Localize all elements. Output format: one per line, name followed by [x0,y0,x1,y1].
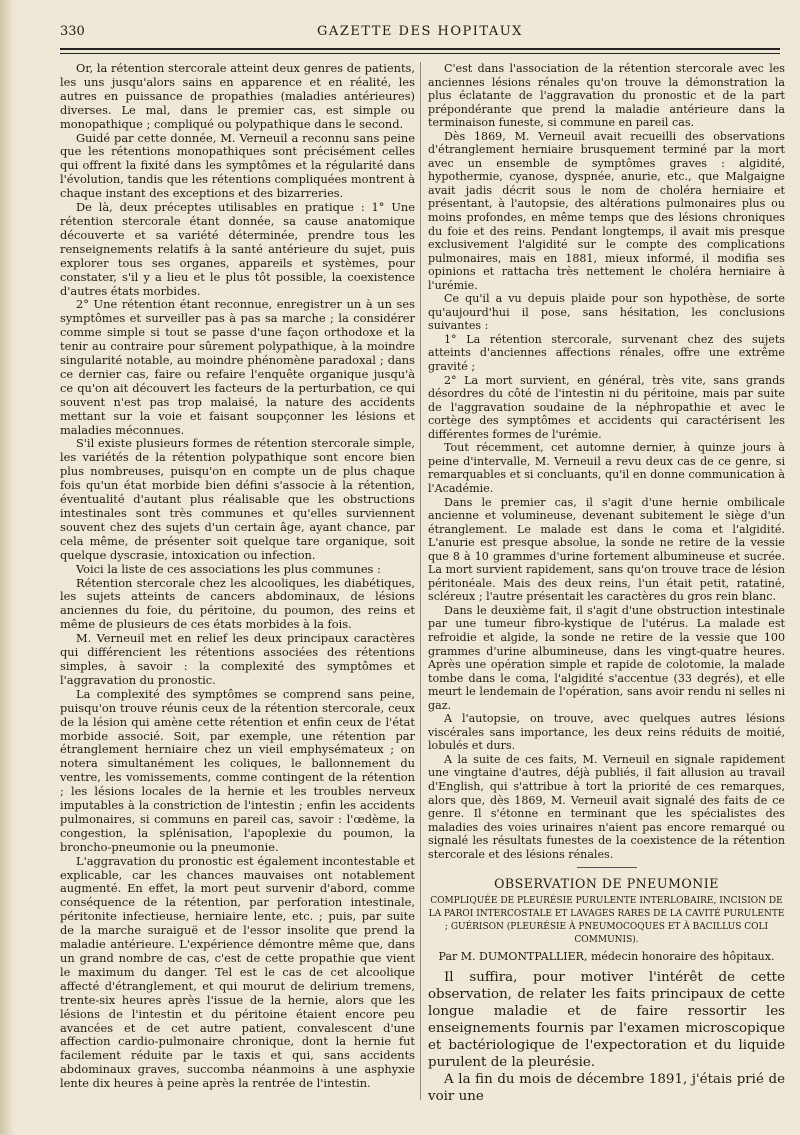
paragraph: Tout récemment, cet automne dernier, à quinze jours à peine d'intervalle, M. Verneuil a revu deux cas de ce genre, si remarquables et si concluants, qu'il en donne communication à l'Académie. [428,441,785,495]
paragraph: L'aggravation du pronostic est également incontestable et explicable, car les chances mauvaises ont notablement augmenté. En effet, la mort peut survenir d'abord, comme conséquence de la rétention, par perforation intestinale, péritonite infectieuse, herniaire lente, etc. ; puis, par suite de la marche suraiguë et de l'essor insolite que prend la maladie antérieure. L'expérience démontre même que, dans un grand nombre de cas, c'est de cette propathie que vient le maximum du danger. Tel est le cas de cet alcoolique affecté d'étranglement, et qui mourut de delirium tremens, trente-six heures après l'issue de la hernie, alors que les lésions de l'intestin et du péritoine étaient encore peu avancées et de cet autre patient, convalescent d'une affection cardio-pulmonaire chronique, dont la hernie fut facilement réduite par le taxis et qui, sans accidents abdominaux graves, succomba néanmoins à une asphyxie lente dix heures à peine après la rentrée de l'intestin. [60,853,415,1091]
paragraph: La complexité des symptômes se comprend sans peine, puisqu'on trouve réunis ceux de la rétention stercorale, ceux de la lésion qui amène cette rétention et enfin ceux de l'état morbide associé. Soit, par exemple, une rétention par étranglement herniaire chez un vieil emphysémateux ; on notera simultanément les coliques, le ballonnement du ventre, les vomissements, comme contingent de la rétention ; les lésions locales de la hernie et les troubles nerveux imputables à la constriction de l'intestin ; enfin les accidents pulmonaires, si communs en pareil cas, savoir : l'œdème, la congestion, la splénisation, l'apoplexie du poumon, la broncho-pneumonie ou la pneumonie. [60,686,415,854]
right-column [428,62,785,1105]
page-binding-shadow [0,0,14,1135]
paragraph: Rétention stercorale chez les alcooliques, les diabétiques, les sujets atteints de cancers abdominaux, de lésions anciennes du foie, du péritoine, du poumon, des reins et même de plusieurs de ces états morbides à la fois. [60,575,415,632]
paragraph: Ce qu'il a vu depuis plaide pour son hypothèse, de sorte qu'aujourd'hui il pose, sans hésitation, les conclusions suivantes : [428,292,785,333]
paragraph: Or, la rétention stercorale atteint deux genres de patients, les uns jusqu'alors sains en apparence et en réalité, les autres en puissance de propathies (maladies antérieures) diverses. Le mal, dans le premier cas, est simple ou monopathique ; compliqué ou polypathique dans le second. [60,61,415,131]
paragraph: 1° La rétention stercorale, survenant chez des sujets atteints d'anciennes affections rénales, offre une extrême gravité ; [428,332,785,374]
section-separator [577,867,637,868]
observation-lead-paragraph: Il suffira, pour motiver l'intérêt de cette observation, de relater les faits principaux de cette longue maladie et de faire ressortir les enseignements fournis par l'examen microscopique et bactériologique de l'expectoration et du liquide purulent de la pleurésie. [428,970,785,1071]
observation-title: OBSERVATION DE PNEUMONIE [494,876,719,892]
observation-last-line: A la fin du mois de décembre 1891, j'étais prié de voir une [428,1072,785,1105]
page-number: 330 [60,24,85,39]
observation-subtitle: COMPLIQUÉE DE PLEURÉSIE PURULENTE INTERLOBAIRE, INCISION DE LA PAROI INTERCOSTALE ET LAVAGES RARES DE LA CAVITÉ PURULENTE ; GUÉRISON (PLEURÉSIE À PNEUMOCOQUES ET À BACILLUS COLI COMMUNIS). [428,895,785,945]
paragraph: Voici la liste de ces associations les plus communes : [76,561,381,576]
paragraph: S'il existe plusieurs formes de rétention stercorale simple, les variétés de la rétention polypathique sont encore bien plus nombreuses, puisqu'on en compte un de plus chaque fois qu'un état morbide bien défini s'associe à la rétention, éventualité d'autant plus réalisable que les obstructions intestinales sont très communes et qu'elles surviennent souvent chez des sujets d'un certain âge, ayant chance, par cela même, de présenter soit quelque tare organique, soit quelque dyscrasie, intoxication ou infection. [60,436,415,562]
paragraph: De là, deux préceptes utilisables en pratique : 1° Une rétention stercorale étant donnée, sa cause anatomique découverte et sa variété déterminée, prendre tous les renseignements relatifs à la santé antérieure du sujet, puis explorer tous ses organes, appareils et systèmes, pour constater, s'il y a lieu et le plus tôt possible, la coexistence d'autres états morbides. [60,200,415,298]
paragraph: 2° Une rétention étant reconnue, enregistrer un à un ses symptômes et surveiller pas à pas sa marche ; la considérer comme simple si tout se passe d'une façon orthodoxe et la tenir au contraire pour sûrement polypathique, à la moindre singularité notable, au moindre phénomène paradoxal ; dans ce dernier cas, faire ou refaire l'enquête organique jusqu'à ce qu'on ait découvert les facteurs de la perturbation, ce qui souvent n'est pas trop malaisé, la nature des accidents mettant sur la voie et faisant soupçonner les lésions et maladies méconnues. [60,297,415,437]
column-divider [420,62,421,1100]
paragraph: M. Verneuil met en relief les deux principaux caractères qui différencient les rétentions associées des rétentions simples, à savoir : la complexité des symptômes et l'aggravation du pronostic. [60,631,415,687]
header-rule-thin [60,53,780,54]
paragraph: A l'autopsie, on trouve, avec quelques autres lésions viscérales sans importance, les deux reins réduits de moitié, lobulés et durs. [428,712,785,753]
paragraph: 2° La mort survient, en général, très vite, sans grands désordres du côté de l'intestin ni du péritoine, mais par suite de l'aggravation soudaine de la néphropathie et avec le cortège des symptômes et accidents qui caractérisent les différentes formes de l'urémie. [428,373,785,441]
paragraph: Dans le premier cas, il s'agit d'une hernie ombilicale ancienne et volumineuse, devenant subitement le siège d'un étranglement. Le malade est dans le coma et l'algidité. L'anurie est presque absolue, la sonde ne retire de la vessie que 8 à 10 grammes d'urine fortement albumineuse et sucrée. La mort survient rapidement, sans qu'on trouve trace de lésion péritonéale. Mais des deux reins, l'un était petit, ratatiné, scléreux ; l'autre présentait les caractères du gros rein blanc. [428,495,785,604]
paragraph: C'est dans l'association de la rétention stercorale avec les anciennes lésions rénales qu'on trouve la démonstration la plus éclatante de l'aggravation du pronostic et de la part prépondérante que prend la maladie antérieure dans la terminaison funeste, si commune en pareil cas. [428,62,785,130]
header-rule-thick [60,48,780,50]
observation-byline: Par M. DUMONTPALLIER, médecin honoraire des hôpitaux. [438,949,775,963]
page-header [60,24,780,50]
paragraph: Dès 1869, M. Verneuil avait recueilli des observations d'étranglement herniaire brusquement terminé par la mort avec un ensemble de symptômes graves : algidité, hypothermie, cyanose, dyspnée, anurie, etc., que Malgaigne avait jadis décrit sous le nom de choléra herniaire et présentant, à l'autopsie, des altérations pulmonaires plus ou moins profondes, en même temps que des lésions chroniques du foie et des reins. Pendant longtemps, il avait mis presque exclusivement l'algidité sur le compte des complications pulmonaires, mais en 1881, mieux informé, il modifia ses opinions et rattacha très nettement le choléra herniaire à l'urémie. [428,129,785,292]
left-column [60,62,415,1091]
journal-title: GAZETTE DES HOPITAUX [317,24,523,39]
paragraph: Dans le deuxième fait, il s'agit d'une obstruction intestinale par une tumeur fibro-kystique de l'utérus. La malade est refroidie et algide, la sonde ne retire de la vessie que 100 grammes d'urine albumineuse, dans les vingt-quatre heures. Après une opération simple et rapide de colotomie, la malade tombe dans le coma, l'algidité s'accentue (33 degrés), et elle meurt le lendemain de l'opération, sans avoir rendu ni selles ni gaz. [428,603,785,712]
paragraph: A la suite de ces faits, M. Verneuil en signale rapidement une vingtaine d'autres, déjà publiés, il fait allusion au travail d'English, qui s'attribue à tort la priorité de ces remarques, alors que, dès 1869, M. Verneuil avait signalé des faits de ce genre. Il s'étonne en terminant que les spécialistes des maladies des voies urinaires n'aient pas encore remarqué ou signalé les résultats funestes de la coexistence de la rétention stercorale et des lésions rénales. [428,752,785,861]
paragraph: Guidé par cette donnée, M. Verneuil a reconnu sans peine que les rétentions monopathiques sont précisément celles qui offrent la fixité dans les symptômes et la régularité dans l'évolution, tandis que les rétentions compliquées montrent à chaque instant des exceptions et des bizarreries. [60,130,415,201]
